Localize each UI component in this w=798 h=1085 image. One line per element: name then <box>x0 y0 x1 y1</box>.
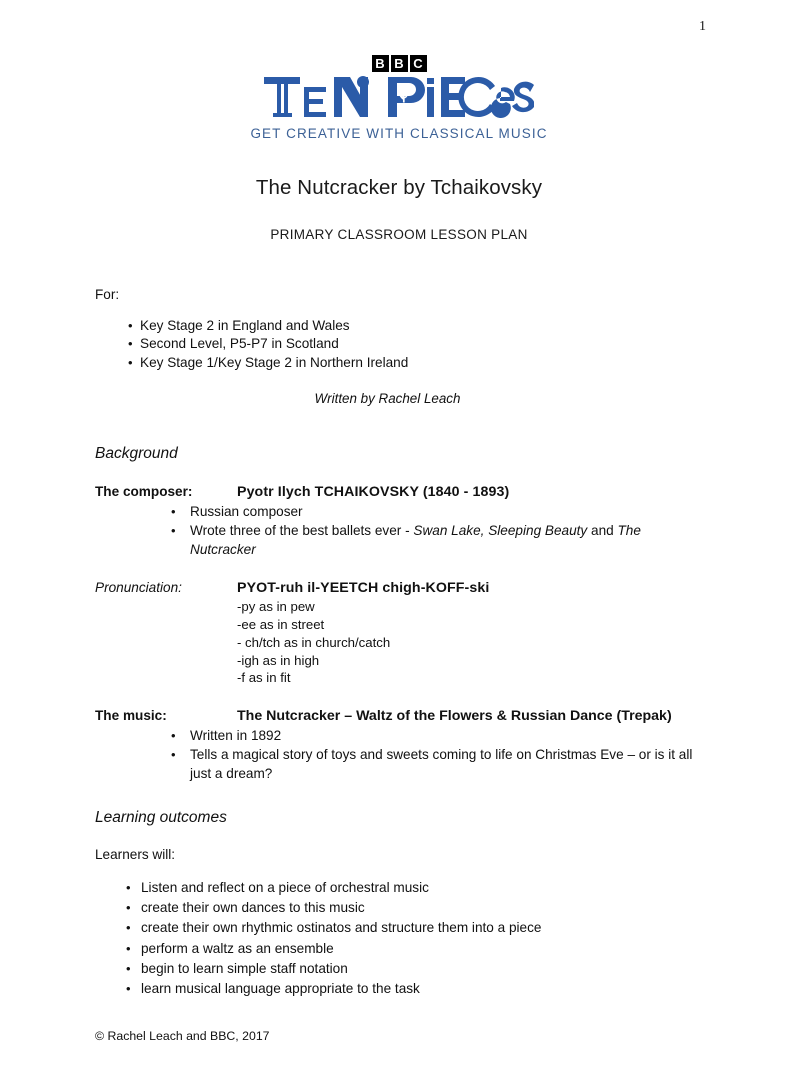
bbc-block-letter-2: B <box>391 55 408 72</box>
composer-headline: Pyotr Ilych TCHAIKOVSKY (1840 - 1893) <box>237 484 510 501</box>
pronunciation-lines <box>237 598 705 687</box>
list-item: • Tells a magical story of toys and sweets coming to life on Christmas Eve – or is it all just a dream? <box>95 745 705 783</box>
composer-row <box>95 483 705 559</box>
list-item: • begin to learn simple staff notation <box>95 959 705 979</box>
section-heading-learning-outcomes: Learning outcomes <box>95 809 227 827</box>
list-item: • Written in 1892 <box>95 726 705 745</box>
pronunciation-label: Pronunciation: <box>95 579 182 595</box>
composer-bullet-2-mid: and <box>587 522 618 538</box>
bbc-ten-pieces-logo <box>0 55 798 141</box>
list-item: • Key Stage 1/Key Stage 2 in Northern Ireland <box>95 354 705 373</box>
logo-tagline: GET CREATIVE WITH CLASSICAL MUSIC <box>250 126 548 141</box>
composer-bullets <box>95 502 705 559</box>
bbc-logo-blocks <box>372 55 427 72</box>
bbc-block-letter-1: B <box>372 55 389 72</box>
list-item <box>95 502 705 521</box>
document-body <box>95 286 705 1000</box>
music-bullets <box>95 726 705 783</box>
music-row <box>95 707 705 783</box>
ten-pieces-wordmark-graphic <box>264 75 534 121</box>
list-item: • Key Stage 2 in England and Wales <box>95 317 705 336</box>
list-item: • Listen and reflect on a piece of orchestral music <box>95 878 705 898</box>
page-number: 1 <box>699 19 706 34</box>
pronunciation-row <box>95 579 705 687</box>
composer-bullet-1-text: Russian composer <box>190 503 303 519</box>
pronunciation-line: - ch/tch as in church/catch <box>237 634 391 650</box>
music-body <box>237 707 705 726</box>
composer-body <box>237 483 705 502</box>
pronunciation-line: -igh as in high <box>237 652 320 668</box>
pronunciation-line: -ee as in street <box>237 617 325 633</box>
section-heading-background: Background <box>95 444 178 462</box>
pronunciation-body <box>237 579 705 687</box>
composer-label: The composer: <box>95 484 193 500</box>
bbc-block-letter-3: C <box>410 55 427 72</box>
pronunciation-headline: PYOT-ruh il-YEETCH chigh-KOFF-ski <box>237 579 490 596</box>
composer-bullet-2-italic-2: The Nutcracker <box>190 522 641 557</box>
list-item: • Second Level, P5-P7 in Scotland <box>95 335 705 354</box>
page-title: The Nutcracker by Tchaikovsky <box>255 176 543 199</box>
music-label: The music: <box>95 708 167 724</box>
pronunciation-line: -f as in fit <box>237 670 291 686</box>
page-subtitle: PRIMARY CLASSROOM LESSON PLAN <box>270 227 528 242</box>
list-item: • create their own dances to this music <box>95 898 705 918</box>
written-by-credit: Written by Rachel Leach <box>314 391 461 407</box>
list-item: • create their own rhythmic ostinatos and structure them into a piece <box>95 918 705 938</box>
list-item <box>95 521 705 559</box>
pronunciation-line: -py as in pew <box>237 599 315 615</box>
copyright-footer: © Rachel Leach and BBC, 2017 <box>95 1029 270 1043</box>
composer-bullet-2-italic-1: Swan Lake, Sleeping Beauty <box>413 522 588 538</box>
list-item: • perform a waltz as an ensemble <box>95 939 705 959</box>
music-headline: The Nutcracker – Waltz of the Flowers & Russian Dance (Trepak) <box>237 708 672 725</box>
learning-outcomes-list <box>95 878 705 1000</box>
composer-bullet-2-pre: Wrote three of the best ballets ever - <box>190 522 414 538</box>
for-label: For: <box>95 287 120 302</box>
learners-will-label: Learners will: <box>95 846 176 862</box>
ten-pieces-wordmark <box>0 75 798 121</box>
list-item: • learn musical language appropriate to the task <box>95 979 705 999</box>
for-list <box>95 317 705 373</box>
